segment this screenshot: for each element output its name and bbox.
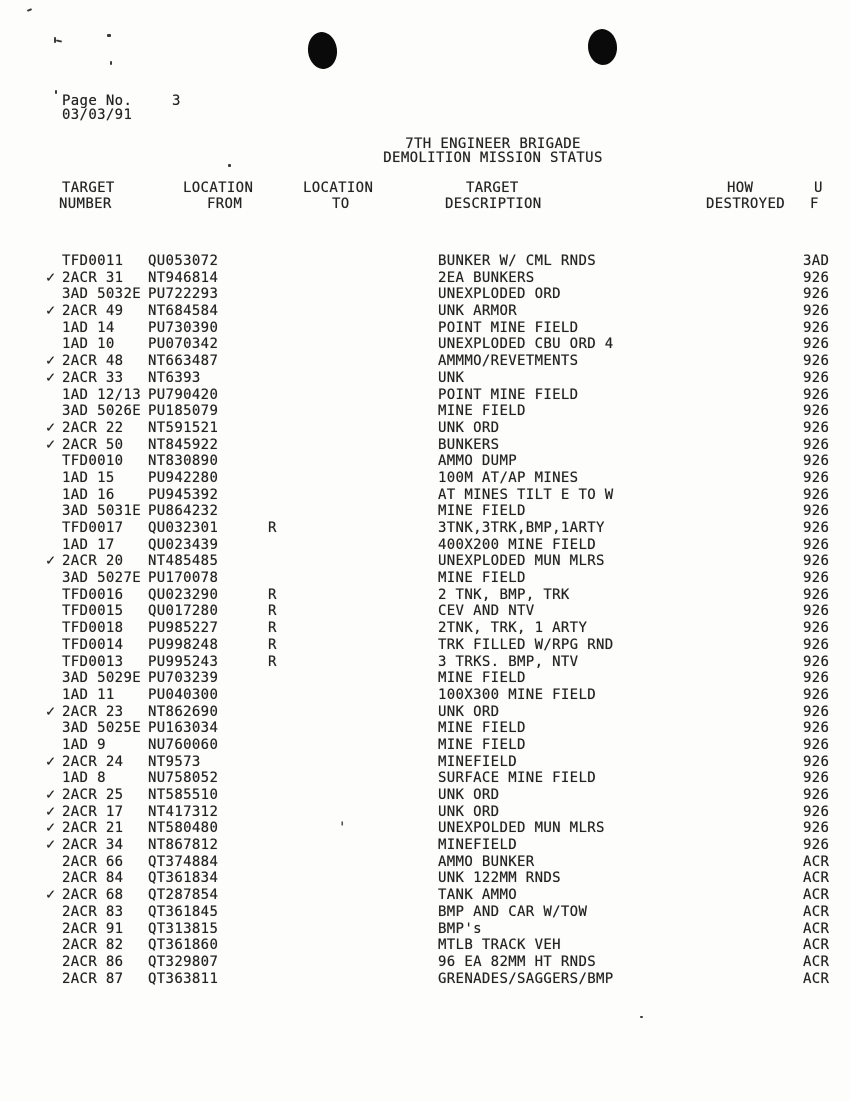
table-row <box>46 520 850 537</box>
cell-flag: R <box>268 586 277 603</box>
cell-desc: UNK ORD <box>438 803 500 820</box>
cell-unit: 926 <box>803 520 830 536</box>
table-row <box>46 670 850 687</box>
cell-target: 1AD 17 <box>62 536 115 553</box>
cell-target: TFD0010 <box>62 453 124 470</box>
cell-desc: MTLB TRACK VEH <box>438 937 561 954</box>
cell-from: QT287854 <box>148 887 219 904</box>
table-row <box>46 887 850 904</box>
cell-desc: BUNKERS <box>438 436 500 453</box>
cell-desc: 100M AT/AP MINES <box>438 469 579 486</box>
cell-target: 2ACR 48 <box>62 353 124 370</box>
cell-unit: 926 <box>803 536 830 553</box>
cell-target: 2ACR 25 <box>62 787 124 803</box>
table-row <box>46 870 850 887</box>
cell-target: 2ACR 22 <box>62 419 124 436</box>
cell-desc: 3 TRKS. BMP, NTV <box>438 653 579 670</box>
cell-target: 2ACR 23 <box>62 703 124 720</box>
cell-unit: 926 <box>803 653 830 670</box>
cell-from: QT313815 <box>148 920 219 937</box>
cell-desc: AMMO DUMP <box>438 453 518 470</box>
table-row <box>46 570 850 587</box>
cell-unit: 926 <box>803 620 830 637</box>
cell-from: PU703239 <box>148 670 219 687</box>
checkmark: ✓ <box>46 551 56 570</box>
cell-from: PU945392 <box>148 486 219 503</box>
cell-desc: UNEXPLODED ORD <box>438 286 561 303</box>
cell-target: 3AD 5027E <box>62 570 142 587</box>
cell-desc: 2TNK, TRK, 1 ARTY <box>438 620 588 637</box>
cell-unit: 926 <box>803 469 830 486</box>
scan-speck <box>56 39 62 42</box>
cell-desc: BUNKER W/ CML RNDS <box>438 253 597 269</box>
cell-unit: 926 <box>803 386 830 403</box>
cell-desc: BMP AND CAR W/TOW <box>438 903 588 920</box>
cell-from: NT591521 <box>148 419 219 436</box>
cell-from: NT6393 <box>148 369 201 386</box>
cell-unit: ACR <box>803 937 830 954</box>
checkmark: ✓ <box>46 751 56 770</box>
report-title-line2: DEMOLITION MISSION STATUS <box>383 150 603 166</box>
col-header-location-from-line1: LOCATION <box>183 180 254 196</box>
cell-unit: 926 <box>803 269 830 286</box>
col-header-target-number-line1: TARGET <box>62 180 115 196</box>
checkmark: ✓ <box>46 434 56 453</box>
cell-desc: UNEXPLODED MUN MLRS <box>438 553 605 570</box>
cell-target: 2ACR 21 <box>62 820 124 837</box>
cell-flag: R <box>268 636 277 653</box>
cell-desc: AT MINES TILT E TO W <box>438 486 614 503</box>
table-row <box>46 267 850 287</box>
cell-target: 2ACR 66 <box>62 853 124 870</box>
cell-desc: MINE FIELD <box>438 670 526 687</box>
cell-target: 1AD 8 <box>62 770 106 787</box>
cell-unit: 926 <box>803 436 830 453</box>
col-header-how-destroyed-line2: DESTROYED <box>706 196 786 212</box>
cell-from: NU760060 <box>148 736 219 753</box>
cell-desc: MINE FIELD <box>438 720 526 737</box>
cell-target: 1AD 16 <box>62 486 115 503</box>
cell-from: QT374884 <box>148 853 219 870</box>
cell-desc: 2EA BUNKERS <box>438 269 535 286</box>
table-row <box>46 403 850 420</box>
cell-desc: AMMMO/REVETMENTS <box>438 353 579 370</box>
cell-from: PU864232 <box>148 503 219 520</box>
cell-desc: MINE FIELD <box>438 570 526 587</box>
table-row <box>46 820 850 837</box>
cell-unit: 926 <box>803 837 830 854</box>
cell-flag: R <box>268 620 277 637</box>
cell-unit: ACR <box>803 920 830 937</box>
cell-from: NT485485 <box>148 553 219 570</box>
cell-target: 3AD 5025E <box>62 720 142 737</box>
cell-desc: MINEFIELD <box>438 837 518 854</box>
cell-from: QU017280 <box>148 603 219 620</box>
cell-desc: AMMO BUNKER <box>438 853 535 870</box>
cell-target: 2ACR 20 <box>62 553 124 570</box>
table-row <box>46 503 850 520</box>
cell-unit: 926 <box>803 820 830 837</box>
table-row <box>46 620 850 637</box>
cell-unit: 926 <box>803 286 830 303</box>
cell-target: 2ACR 49 <box>62 303 124 320</box>
cell-flag: R <box>268 520 277 536</box>
table-row <box>46 801 850 821</box>
cell-desc: 400X200 MINE FIELD <box>438 536 597 553</box>
table-row <box>46 417 850 437</box>
table-row <box>46 770 850 787</box>
cell-target: 2ACR 84 <box>62 870 124 887</box>
cell-desc: TRK FILLED W/RPG RND <box>438 636 614 653</box>
table-row <box>46 603 850 620</box>
col-header-unit-cutoff-line1: U <box>814 180 823 196</box>
col-header-target-description-line2: DESCRIPTION <box>445 196 542 212</box>
table-row <box>46 937 850 954</box>
table-row <box>46 587 850 604</box>
cell-unit: 926 <box>803 736 830 753</box>
cell-unit: 926 <box>803 303 830 320</box>
cell-unit: ACR <box>803 887 830 904</box>
table-row <box>46 921 850 938</box>
checkmark: ✓ <box>46 701 56 720</box>
cell-desc: UNK <box>438 369 465 386</box>
cell-desc: MINE FIELD <box>438 736 526 753</box>
cell-desc: UNK ORD <box>438 787 500 803</box>
cell-from: PU985227 <box>148 620 219 637</box>
cell-target: 2ACR 86 <box>62 953 124 970</box>
cell-target: 2ACR 50 <box>62 436 124 453</box>
cell-desc: UNK 122MM RNDS <box>438 870 561 887</box>
cell-target: TFD0013 <box>62 653 124 670</box>
cell-from: NT585510 <box>148 787 219 803</box>
cell-from: PU942280 <box>148 469 219 486</box>
cell-desc: UNK ORD <box>438 419 500 436</box>
cell-from: PU790420 <box>148 386 219 403</box>
cell-target: 2ACR 17 <box>62 803 124 820</box>
cell-target: TFD0014 <box>62 636 124 653</box>
cell-from: NT684584 <box>148 303 219 320</box>
checkmark: ✓ <box>46 367 56 386</box>
table-body <box>46 253 850 987</box>
col-header-how-destroyed-line1: HOW <box>727 180 754 196</box>
cell-target: 1AD 11 <box>62 686 115 703</box>
cell-target: TFD0015 <box>62 603 124 620</box>
checkmark: ✓ <box>46 885 56 904</box>
cell-unit: 926 <box>803 403 830 420</box>
cell-to: ' <box>338 820 347 837</box>
cell-target: 1AD 12/13 <box>62 386 142 403</box>
cell-from: NT830890 <box>148 453 219 470</box>
cell-unit: 926 <box>803 603 830 620</box>
cell-from: PU998248 <box>148 636 219 653</box>
cell-target: 3AD 5029E <box>62 670 142 687</box>
cell-from: NT417312 <box>148 803 219 820</box>
table-row <box>46 701 850 721</box>
cell-from: NT9573 <box>148 753 201 770</box>
scan-speck <box>110 61 112 65</box>
cell-from: PU185079 <box>148 403 219 420</box>
cell-target: 1AD 15 <box>62 469 115 486</box>
cell-unit: ACR <box>803 903 830 920</box>
table-row <box>46 253 850 270</box>
cell-desc: 100X300 MINE FIELD <box>438 686 597 703</box>
cell-from: NT845922 <box>148 436 219 453</box>
cell-from: NT862690 <box>148 703 219 720</box>
cell-desc: GRENADES/SAGGERS/BMP <box>438 970 614 987</box>
cell-unit: 926 <box>803 453 830 470</box>
cell-unit: 926 <box>803 787 830 803</box>
table-row <box>46 954 850 971</box>
checkmark: ✓ <box>46 267 56 286</box>
page-number-value: 3 <box>172 93 181 109</box>
cell-unit: ACR <box>803 953 830 970</box>
cell-unit: 926 <box>803 419 830 436</box>
table-row <box>46 537 850 554</box>
checkmark: ✓ <box>46 417 56 436</box>
scan-speck <box>107 34 111 37</box>
cell-from: NT663487 <box>148 353 219 370</box>
cell-target: 3AD 5026E <box>62 403 142 420</box>
table-row <box>46 367 850 387</box>
cell-from: PU722293 <box>148 286 219 303</box>
cell-target: 2ACR 82 <box>62 937 124 954</box>
cell-desc: MINEFIELD <box>438 753 518 770</box>
table-row <box>46 654 850 671</box>
table-row <box>46 336 850 353</box>
hole-punch-mark <box>306 30 339 70</box>
cell-desc: BMP's <box>438 920 482 937</box>
col-header-unit-cutoff-line2: F <box>810 196 819 212</box>
table-row <box>46 453 850 470</box>
cell-from: PU730390 <box>148 319 219 336</box>
cell-from: PU170078 <box>148 570 219 587</box>
cell-target: TFD0018 <box>62 620 124 637</box>
cell-unit: ACR <box>803 853 830 870</box>
cell-target: 2ACR 91 <box>62 920 124 937</box>
cell-target: 2ACR 34 <box>62 837 124 854</box>
cell-desc: POINT MINE FIELD <box>438 319 579 336</box>
table-row <box>46 737 850 754</box>
cell-target: TFD0017 <box>62 520 124 536</box>
cell-target: 1AD 14 <box>62 319 115 336</box>
cell-desc: UNK ARMOR <box>438 303 518 320</box>
col-header-location-to-line1: LOCATION <box>303 180 374 196</box>
cell-unit: 926 <box>803 503 830 520</box>
checkmark: ✓ <box>46 835 56 854</box>
cell-from: NT867812 <box>148 837 219 854</box>
cell-desc: UNEXPLODED CBU ORD 4 <box>438 336 614 353</box>
cell-from: NT946814 <box>148 269 219 286</box>
cell-unit: 926 <box>803 586 830 603</box>
table-row <box>46 487 850 504</box>
cell-from: NU758052 <box>148 770 219 787</box>
table-row <box>46 387 850 404</box>
table-row <box>46 303 850 320</box>
cell-from: PU070342 <box>148 336 219 353</box>
cell-desc: UNEXPOLDED MUN MLRS <box>438 820 605 837</box>
table-row <box>46 353 850 370</box>
scan-speck <box>228 164 231 167</box>
cell-from: PU163034 <box>148 720 219 737</box>
table-row <box>46 720 850 737</box>
hole-punch-mark <box>586 28 618 66</box>
table-row <box>46 470 850 487</box>
cell-from: PU995243 <box>148 653 219 670</box>
cell-unit: 926 <box>803 720 830 737</box>
scan-speck <box>54 37 56 43</box>
cell-desc: SURFACE MINE FIELD <box>438 770 597 787</box>
cell-from: QT361860 <box>148 937 219 954</box>
cell-unit: 926 <box>803 353 830 370</box>
cell-unit: 926 <box>803 319 830 336</box>
checkmark: ✓ <box>46 801 56 820</box>
col-header-target-description-line1: TARGET <box>466 180 519 196</box>
cell-unit: 926 <box>803 553 830 570</box>
checkmark: ✓ <box>46 351 56 370</box>
cell-from: QT363811 <box>148 970 219 987</box>
cell-unit: ACR <box>803 970 830 987</box>
page-number-label: Page No. <box>62 93 133 109</box>
cell-desc: MINE FIELD <box>438 503 526 520</box>
table-row <box>46 320 850 337</box>
cell-from: QT329807 <box>148 953 219 970</box>
cell-desc: TANK AMMO <box>438 887 518 904</box>
cell-target: 2ACR 83 <box>62 903 124 920</box>
scan-speck <box>640 1016 643 1018</box>
cell-unit: 926 <box>803 686 830 703</box>
col-header-target-number-line2: NUMBER <box>59 196 112 212</box>
col-header-location-to-line2: TO <box>332 196 350 212</box>
cell-target: 1AD 10 <box>62 336 115 353</box>
cell-target: 2ACR 33 <box>62 369 124 386</box>
table-row <box>46 971 850 988</box>
checkmark: ✓ <box>46 785 56 803</box>
table-row <box>46 837 850 854</box>
cell-from: QT361845 <box>148 903 219 920</box>
cell-unit: 926 <box>803 670 830 687</box>
cell-desc: CEV AND NTV <box>438 603 535 620</box>
cell-desc: MINE FIELD <box>438 403 526 420</box>
cell-unit: 3AD <box>803 253 830 269</box>
cell-target: TFD0011 <box>62 253 124 269</box>
cell-unit: 926 <box>803 486 830 503</box>
report-title-line1: 7TH ENGINEER BRIGADE <box>405 136 581 152</box>
cell-unit: ACR <box>803 870 830 887</box>
cell-desc: 96 EA 82MM HT RNDS <box>438 953 597 970</box>
table-row <box>46 553 850 570</box>
table-row <box>46 854 850 871</box>
table-row <box>46 904 850 921</box>
cell-unit: 926 <box>803 803 830 820</box>
cell-desc: 3TNK,3TRK,BMP,1ARTY <box>438 520 605 536</box>
cell-target: 2ACR 87 <box>62 970 124 987</box>
table-row <box>46 286 850 303</box>
cell-target: 2ACR 68 <box>62 887 124 904</box>
cell-from: PU040300 <box>148 686 219 703</box>
scan-speck <box>55 90 57 94</box>
table-row <box>46 687 850 704</box>
cell-flag: R <box>268 653 277 670</box>
table-row <box>46 751 850 771</box>
cell-target: 2ACR 24 <box>62 753 124 770</box>
cell-desc: POINT MINE FIELD <box>438 386 579 403</box>
cell-from: QU023439 <box>148 536 219 553</box>
cell-desc: UNK ORD <box>438 703 500 720</box>
cell-unit: 926 <box>803 336 830 353</box>
cell-flag: R <box>268 603 277 620</box>
cell-unit: 926 <box>803 753 830 770</box>
table-row <box>46 637 850 654</box>
cell-unit: 926 <box>803 369 830 386</box>
checkmark: ✓ <box>46 818 56 837</box>
cell-target: TFD0016 <box>62 586 124 603</box>
cell-target: 1AD 9 <box>62 736 106 753</box>
cell-from: QU023290 <box>148 586 219 603</box>
cell-target: 3AD 5031E <box>62 503 142 520</box>
cell-target: 3AD 5032E <box>62 286 142 303</box>
cell-unit: 926 <box>803 770 830 787</box>
cell-desc: 2 TNK, BMP, TRK <box>438 586 570 603</box>
table-row <box>46 434 850 454</box>
cell-target: 2ACR 31 <box>62 269 124 286</box>
cell-unit: 926 <box>803 570 830 587</box>
cell-from: QU032301 <box>148 520 219 536</box>
report-date: 03/03/91 <box>62 107 133 123</box>
checkmark: ✓ <box>46 301 56 320</box>
cell-from: QT361834 <box>148 870 219 887</box>
table-row <box>46 787 850 804</box>
cell-from: QU053072 <box>148 253 219 269</box>
cell-from: NT580480 <box>148 820 219 837</box>
cell-unit: 926 <box>803 636 830 653</box>
col-header-location-from-line2: FROM <box>207 196 243 212</box>
scan-speck <box>27 8 32 12</box>
cell-unit: 926 <box>803 703 830 720</box>
